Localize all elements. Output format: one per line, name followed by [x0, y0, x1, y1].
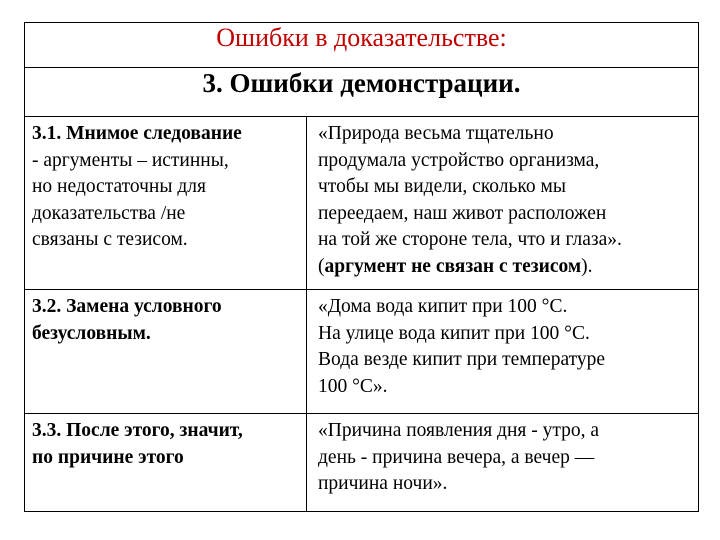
- table-row: [25, 414, 699, 512]
- example-note: [318, 254, 694, 281]
- example-line: «Природа весьма тщательно: [318, 123, 554, 144]
- note-open: (: [318, 255, 325, 277]
- example-line: день - причина вечера, а вечер —: [318, 446, 595, 468]
- example-line: на той же стороне тела, что и глаза».: [318, 229, 622, 250]
- error-description-line: связаны с тезисом.: [32, 229, 188, 250]
- example-cell: [307, 117, 699, 290]
- error-name-cell: [25, 290, 307, 414]
- table-row: [25, 117, 699, 290]
- note-close: ).: [581, 255, 593, 277]
- logic-errors-table: [24, 22, 699, 512]
- error-name-line: безусловным.: [32, 322, 151, 344]
- error-description-line: но недостаточны для: [32, 176, 206, 197]
- example-line: На улице вода кипит при 100 °С.: [318, 322, 590, 344]
- example-line: 100 °С».: [318, 375, 388, 397]
- slide-subtitle: 3. Ошибки демонстрации.: [202, 68, 521, 98]
- example-cell: [307, 290, 699, 414]
- subtitle-row: [25, 68, 699, 117]
- example-line: переедаем, наш живот расположен: [318, 202, 607, 224]
- error-name-line: по причине этого: [32, 446, 184, 468]
- slide-title: Ошибки в доказательстве:: [216, 23, 507, 52]
- error-name-line: 3.2. Замена условного: [32, 296, 222, 317]
- example-line: причина ночи».: [318, 473, 448, 494]
- error-description-line: доказательства /не: [32, 202, 186, 224]
- title-cell: [25, 23, 699, 68]
- error-name-cell: [25, 414, 307, 512]
- error-name: 3.1. Мнимое следование: [32, 123, 242, 144]
- example-cell: [307, 414, 699, 512]
- error-name-line: 3.3. После этого, значит,: [32, 420, 243, 441]
- note-bold: аргумент не связан с тезисом: [324, 255, 582, 277]
- example-line: чтобы мы видели, сколько мы: [318, 176, 566, 197]
- example-line: «Причина появления дня - утро, а: [318, 420, 600, 441]
- example-line: Вода везде кипит при температуре: [318, 349, 606, 370]
- table-row: [25, 290, 699, 414]
- title-row: [25, 23, 699, 68]
- error-name-cell: [25, 117, 307, 290]
- example-line: продумала устройство организма,: [318, 149, 600, 171]
- example-line: «Дома вода кипит при 100 °С.: [318, 296, 568, 317]
- error-description-line: - аргументы – истинны,: [32, 149, 229, 171]
- subtitle-cell: [25, 68, 699, 117]
